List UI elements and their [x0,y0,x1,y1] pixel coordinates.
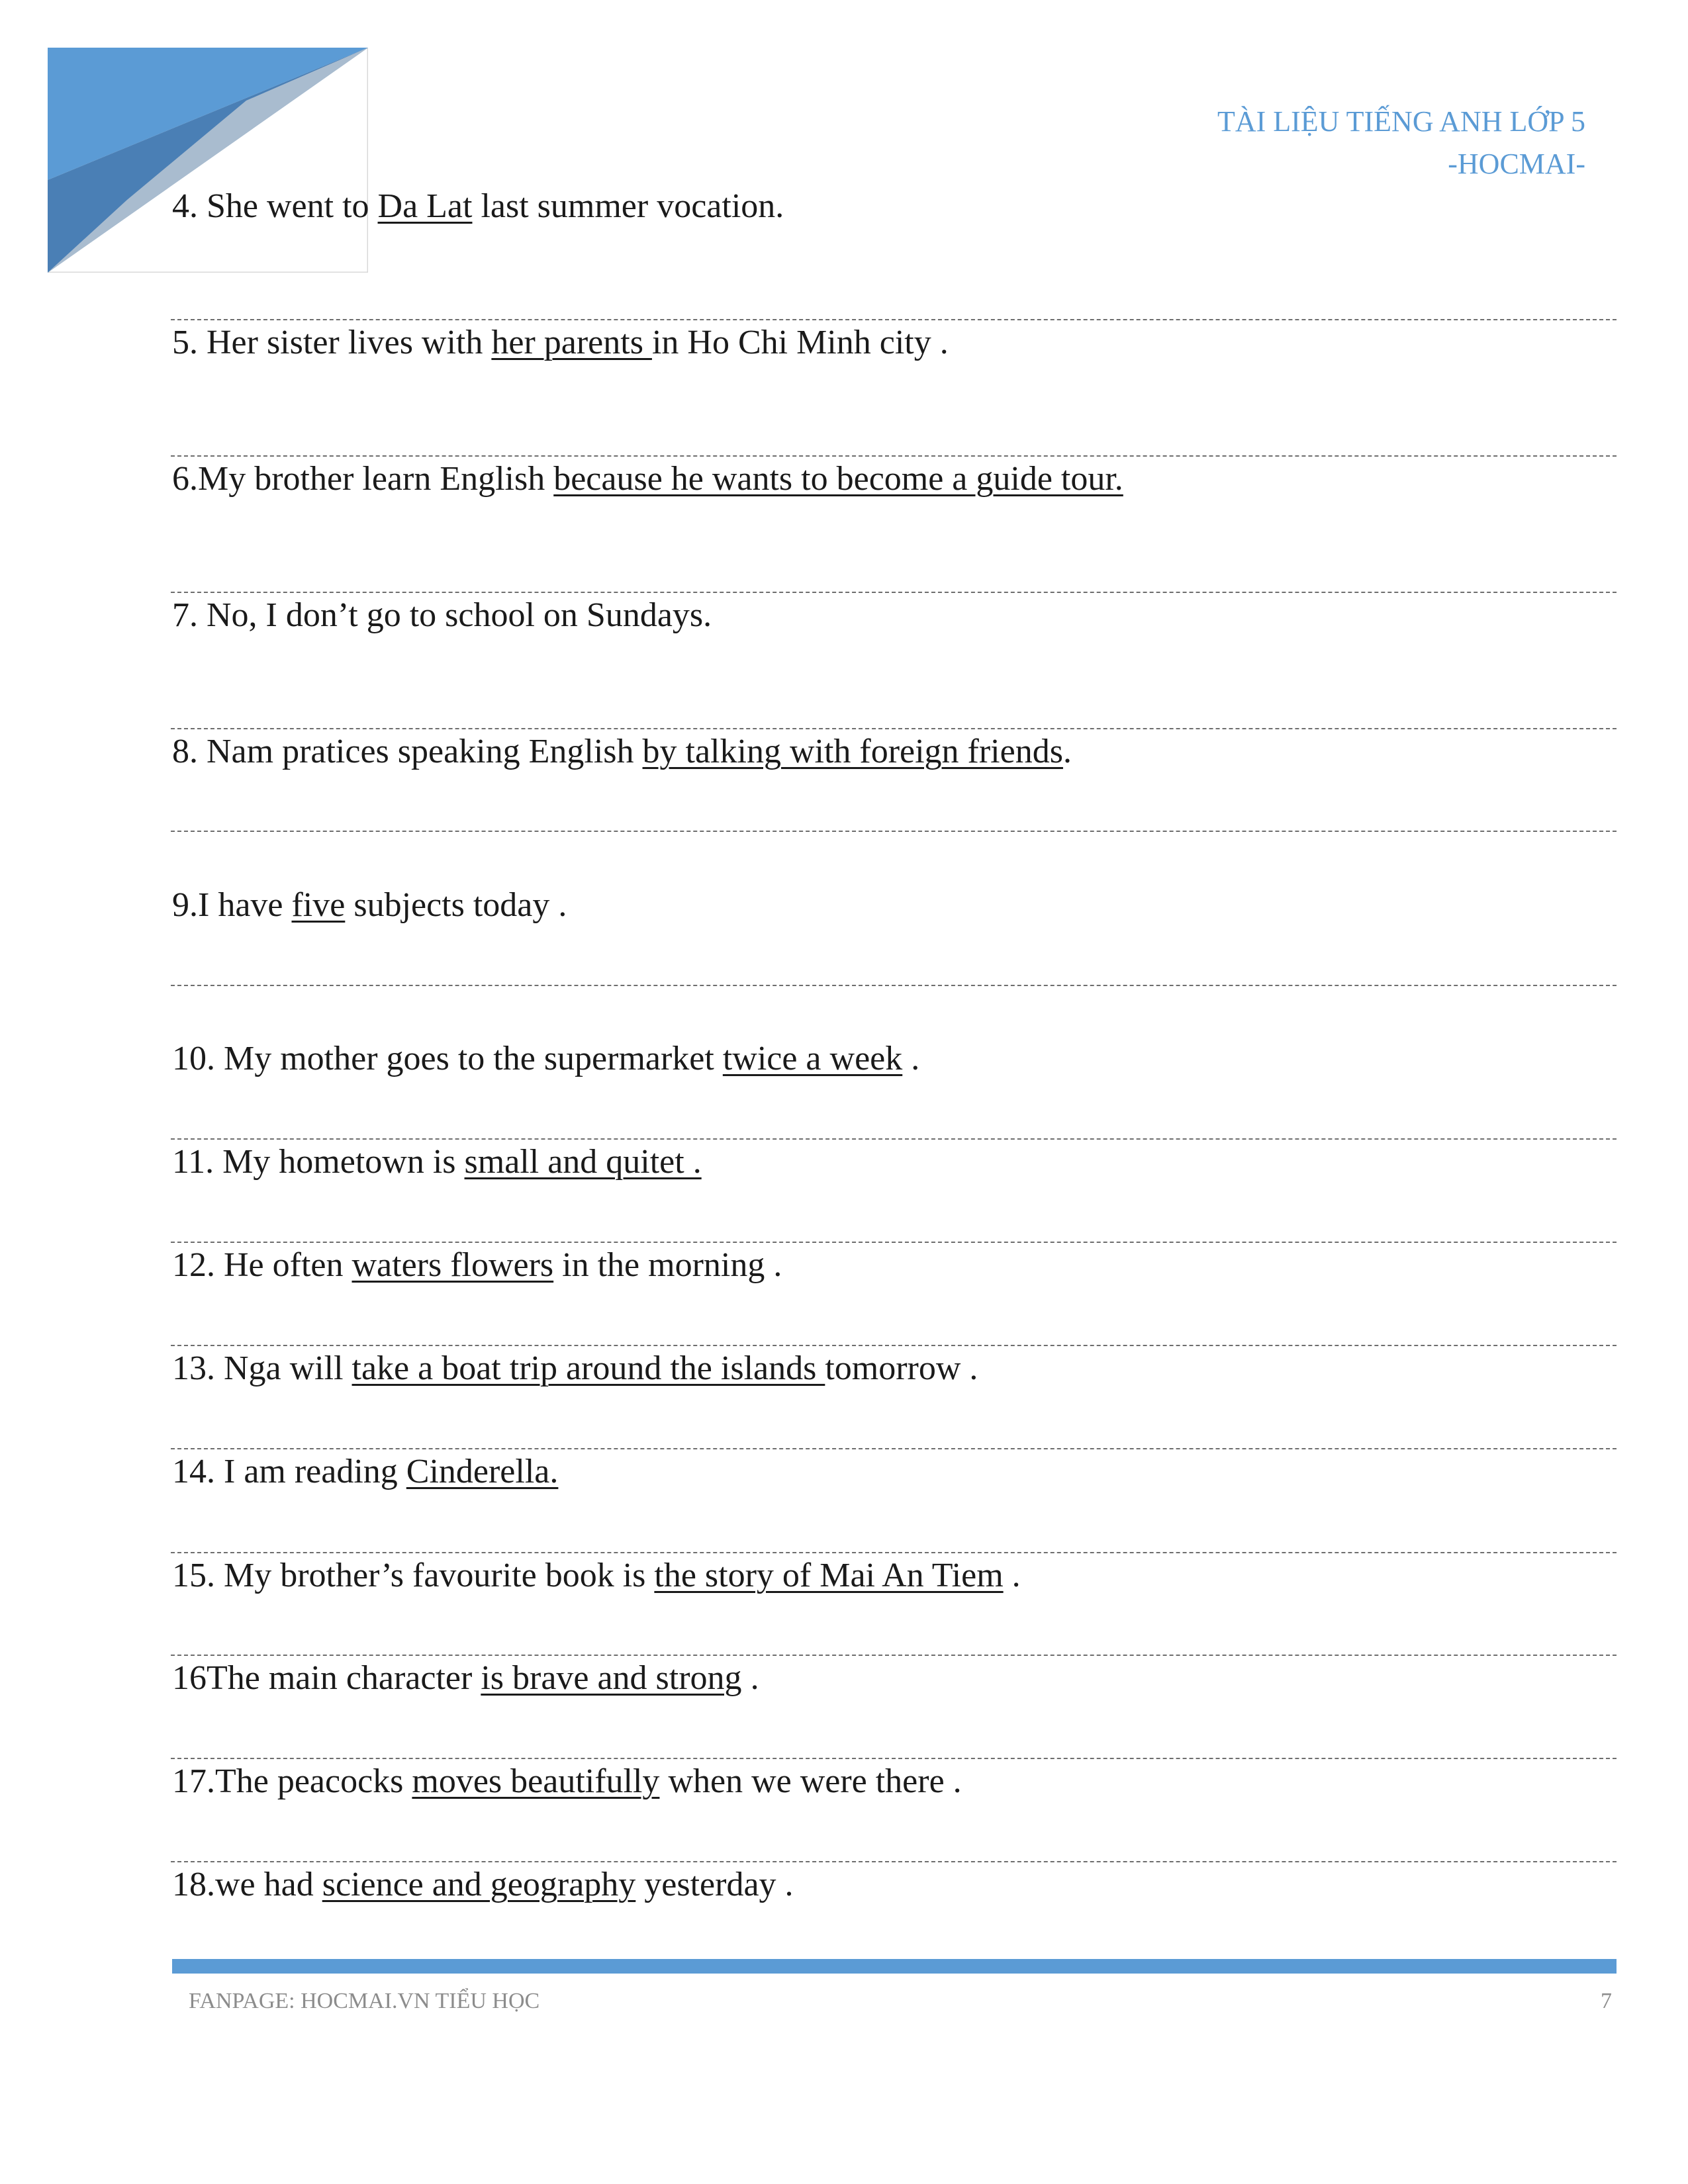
exercise-item [172,732,1072,772]
exercise-item [172,323,949,363]
exercise-item [172,1762,962,1801]
exercise-item [172,1865,794,1905]
footer-bar [172,1959,1617,1974]
exercise-answer: is brave and strong [481,1659,742,1697]
exercise-answer: because he wants to become a guide tour. [553,460,1123,498]
exercise-item [172,1246,782,1285]
exercise-text-end: subjects today . [345,886,567,924]
exercise-text: 5. Her sister lives with [172,324,492,361]
answer-line [171,455,1617,457]
exercise-answer: science and geography [322,1866,636,1903]
answer-line [171,1758,1617,1759]
exercise-text: 15. My brother’s favourite book is [172,1557,655,1594]
exercise-text: 6.My brother learn English [172,460,554,498]
exercise-item [172,1452,558,1492]
exercise-text: 11. My hometown is [172,1143,465,1181]
exercise-text-end: tomorrow . [825,1349,978,1387]
exercise-item [172,1659,759,1698]
exercise-answer: Da Lat [377,187,473,225]
exercise-text: 12. He often [172,1246,352,1284]
header-title: TÀI LIỆU TIẾNG ANH LỚP 5 [1217,105,1585,138]
answer-line [171,1345,1617,1346]
exercise-text-end: . [902,1040,920,1077]
exercise-item [172,187,784,226]
exercise-text: 7. No, I don’t go to school on Sundays. [172,596,712,634]
exercise-text-end: yesterday . [635,1866,794,1903]
exercise-text-end: in Ho Chi Minh city . [651,324,949,361]
exercise-text: 16The main character [172,1659,481,1697]
exercise-text: 18.we had [172,1866,322,1903]
exercise-answer: take a boat trip around the islands [352,1349,825,1387]
page-number: 7 [1601,1989,1612,2013]
exercise-text-end: when we were there . [659,1762,962,1800]
exercise-item [172,1556,1021,1596]
exercise-item [172,596,712,635]
exercise-text: 4. She went to [172,187,378,225]
exercise-item [172,1039,919,1079]
answer-line [171,1655,1617,1656]
answer-line [171,1242,1617,1243]
answer-line [171,1861,1617,1862]
exercise-answer: waters flowers [352,1246,554,1284]
exercise-text-end: . [741,1659,759,1697]
exercise-text-end: . [1062,733,1072,770]
exercise-answer: Cinderella. [406,1453,559,1490]
answer-line [171,1448,1617,1449]
exercise-text-end: last summer vocation. [472,187,784,225]
exercise-text: 10. My mother goes to the supermarket [172,1040,723,1077]
exercise-answer: by talking with foreign friends [642,733,1063,770]
exercise-item [172,459,1123,499]
answer-line [171,592,1617,593]
exercise-text-end: . [1003,1557,1021,1594]
exercise-item [172,1349,978,1388]
exercise-answer: moves beautifully [412,1762,660,1800]
answer-line [171,1552,1617,1553]
exercise-answer: twice a week [722,1040,903,1077]
exercise-answer: her parents [491,324,652,361]
answer-line [171,985,1617,986]
exercise-answer: small and quitet . [464,1143,702,1181]
header-subtitle: -HOCMAI- [1448,148,1585,180]
exercise-answer: the story of Mai An Tiem [654,1557,1004,1594]
exercise-text-end: in the morning . [553,1246,782,1284]
exercise-text: 17.The peacocks [172,1762,412,1800]
exercise-text: 9.I have [172,886,292,924]
exercise-answer: five [291,886,346,924]
footer-text: FANPAGE: HOCMAI.VN TIỂU HỌC [189,1989,540,2013]
exercise-text: 13. Nga will [172,1349,352,1387]
corner-decoration [48,48,368,273]
answer-line [171,319,1617,320]
exercise-text: 8. Nam pratices speaking English [172,733,643,770]
exercise-item [172,1142,702,1182]
exercise-text: 14. I am reading [172,1453,406,1490]
answer-line [171,831,1617,832]
answer-line [171,728,1617,729]
exercise-item [172,886,567,925]
answer-line [171,1138,1617,1140]
